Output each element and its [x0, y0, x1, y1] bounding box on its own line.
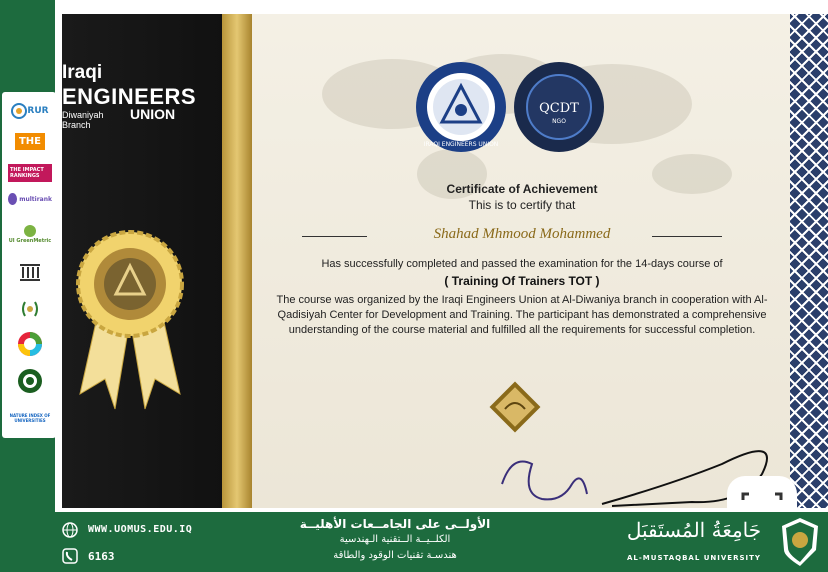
university-name-english: AL-MUSTAQBAL UNIVERSITY — [627, 554, 761, 562]
rur-icon — [11, 103, 27, 119]
aua-logo — [8, 366, 52, 396]
sdg-wheel-icon — [17, 331, 43, 357]
sdg-logo — [8, 330, 52, 358]
gold-seal-ribbon — [70, 224, 190, 414]
nature-index-logo — [8, 404, 52, 432]
globe-icon — [62, 522, 78, 538]
greenmetric-logo — [8, 216, 52, 252]
columns-icon — [19, 262, 41, 282]
union-branch-line1: Diwaniyah — [62, 110, 104, 120]
ieu-logo-text: IRAQI ENGINEERS UNION — [423, 141, 499, 148]
completion-text: Has successfully completed and passed the examination for the 14-days course of — [321, 258, 723, 270]
overlay-corner-badge — [727, 476, 797, 508]
university-name-arabic: جَامِعَةُ المُستَقبَل — [626, 518, 762, 542]
rur-logo — [8, 98, 52, 124]
footer-bar — [55, 512, 828, 572]
aua-emblem-icon — [17, 368, 43, 394]
the-label: THE — [15, 133, 45, 150]
gold-ribbon-strip — [222, 14, 252, 508]
qcdt-logo — [512, 60, 606, 154]
recipient-name: Shahad Mhmood Mohammed — [433, 226, 611, 242]
university-crest-icon — [780, 516, 820, 568]
rur-label: RUR — [27, 106, 49, 116]
union-name-line2: ENGINEERS — [62, 84, 197, 109]
qcdt-logo-sub: NGO — [552, 118, 566, 125]
asrs-logo — [8, 296, 52, 322]
certificate-photo — [62, 14, 828, 508]
the-impact-label: THE IMPACT RANKINGS — [8, 164, 52, 182]
the-impact-logo — [8, 162, 52, 184]
decorative-border — [790, 14, 828, 508]
footer-arabic-line2: الكلــيــة الــتقنية الـهندسية — [339, 534, 451, 545]
qcdt-logo-text: QCDT — [539, 101, 579, 116]
iraqi-engineers-union-logo — [414, 60, 508, 154]
rankings-strip — [2, 92, 56, 438]
certificate-title: Certificate of Achievement — [446, 182, 598, 196]
footer-arabic-line1: الأولــى على الجامــعات الأهليــة — [299, 517, 491, 531]
course-name: ( Training Of Trainers TOT ) — [444, 274, 600, 288]
multirank-label: multirank — [19, 195, 52, 203]
union-name-line1: Iraqi — [62, 62, 103, 83]
phone-number[interactable]: 6163 — [88, 550, 115, 563]
leaf-icon — [23, 224, 37, 238]
greenmetric-label: UI GreenMetric — [8, 238, 52, 244]
scan-icon — [727, 476, 797, 508]
the-logo — [8, 130, 52, 152]
course-description: The course was organized by the Iraqi Engineers Union at Al-Diwaniya branch in cooperation with Al-Qadisiyah Center for Development and Training. The participant has demonstrated a comprehensive understanding of the course material and fulfilled all the requirements for successful completion. — [276, 294, 768, 336]
multirank-icon — [8, 193, 17, 205]
union-branch-line2: Branch — [62, 120, 91, 130]
multirank-logo — [8, 188, 52, 210]
nature-index-label: NATURE INDEX OF UNIVERSITIES — [9, 413, 51, 423]
website-link[interactable]: WWW.UOMUS.EDU.IQ — [88, 524, 193, 535]
union-name-line3: UNION — [130, 106, 176, 122]
phone-icon — [62, 548, 78, 564]
footer-arabic-line3: هندسـة تقنيات الوقود والطاقة — [333, 550, 457, 561]
arwu-logo — [8, 260, 52, 284]
laurel-icon — [19, 298, 41, 320]
certify-text: This is to certify that — [468, 198, 576, 212]
